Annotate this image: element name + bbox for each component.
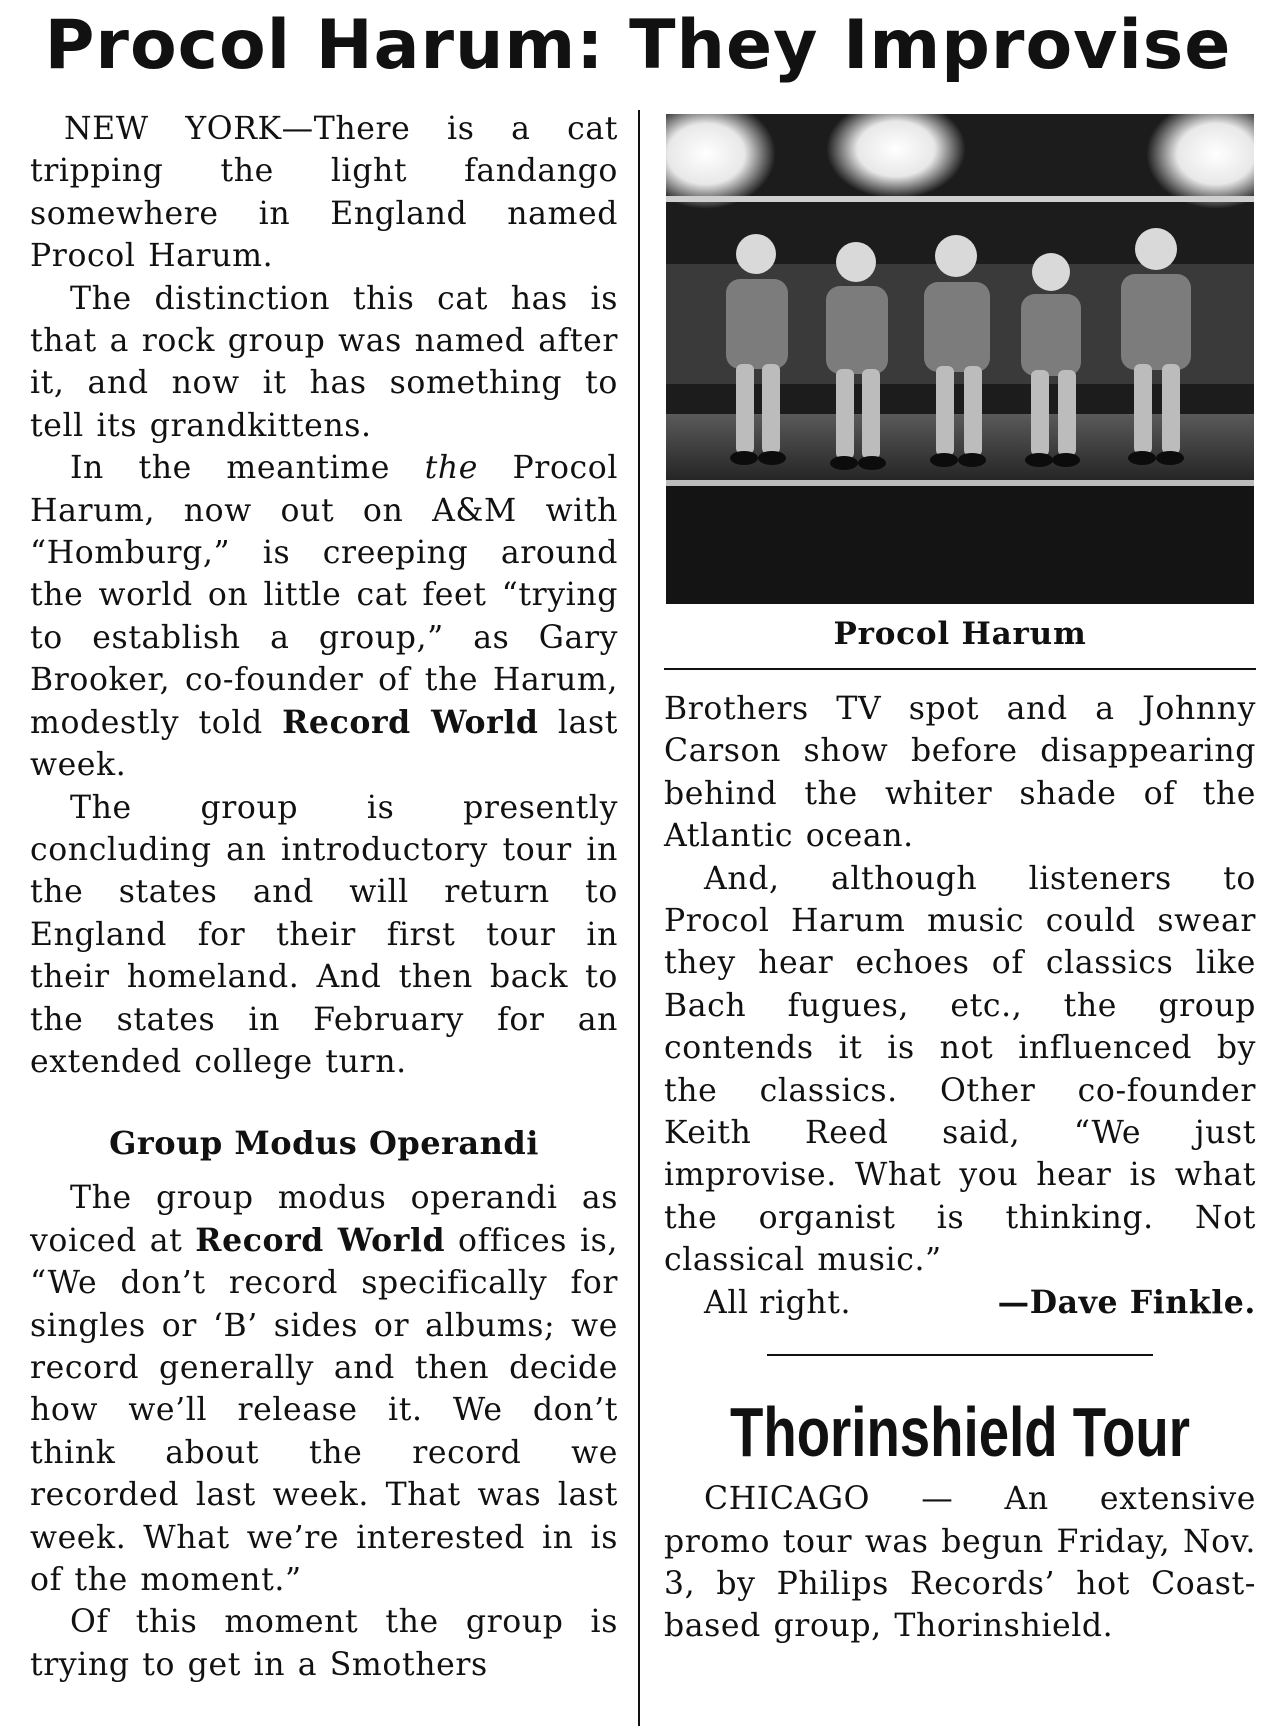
- column-divider: [638, 110, 640, 1726]
- publication-name: Record World: [282, 703, 539, 741]
- text-run: The group modus operandi as voiced at: [30, 1180, 618, 1259]
- paragraph-meantime: [30, 447, 618, 786]
- headline: Procol Harum: They Improvise: [44, 6, 1232, 85]
- paragraph-this-moment: Of this moment the group is trying to get in a Smothers: [30, 1604, 618, 1683]
- emphasis-the: the: [424, 450, 478, 487]
- paragraph-tour: The group is presently concluding an introductory tour in the states and will return to England for their first tour in their homeland. And then back to the states in February for an extended college turn.: [30, 789, 618, 1080]
- thorinshield-headline: Thorinshield Tour: [729, 1393, 1191, 1472]
- subheading: Group Modus Operandi: [109, 1124, 539, 1163]
- left-column: [30, 108, 618, 1686]
- right-column: [664, 108, 1256, 1648]
- paragraph-modus-operandi: [30, 1177, 618, 1601]
- text-run: offices is, “We don’t record specifically for singles or ‘B’ sides or albums; we record generally and then decide how we’ll release it. We don’t think about the record we recorded last week. That was last week. What we’re interested in is of the moment.”: [30, 1222, 618, 1598]
- photo-caption: Procol Harum: [833, 616, 1087, 652]
- text-run: Procol Harum, now out on A&M with “Homburg,” is creeping around the world on little cat feet “trying to establish a group,” as Gary Brooker, co-founder of the Harum, modestly told: [30, 450, 618, 741]
- band-photo: [666, 114, 1254, 604]
- paragraph-improvise: And, although listeners to Procol Harum music could swear they hear echoes of classics like Bach fugues, etc., the group contends it is not influenced by the classics. Other co-founder Keith Reed said, “We just improvise. What you hear is what the organist is thinking. Not classical music.”: [664, 860, 1256, 1279]
- paragraph-intro: NEW YORK—There is a cat tripping the light fandango somewhere in England named Procol Harum.: [30, 111, 618, 275]
- signature-line: [664, 1282, 1256, 1324]
- caption-rule: [664, 668, 1256, 670]
- paragraph-distinction: The distinction this cat has is that a rock group was named after it, and now it has something to tell its grandkittens.: [30, 280, 618, 444]
- sign-off: All right.: [704, 1284, 852, 1321]
- paragraph-brothers: Brothers TV spot and a Johnny Carson show before disappearing behind the whiter shade of the Atlantic ocean.: [664, 691, 1256, 855]
- article-separator: [767, 1354, 1153, 1356]
- publication-name: Record World: [195, 1221, 446, 1259]
- byline: —Dave Finkle.: [997, 1283, 1256, 1321]
- text-run: last week.: [30, 704, 618, 784]
- band-photo-illustration: [666, 114, 1254, 604]
- paragraph-chicago: CHICAGO — An extensive promo tour was begun Friday, Nov. 3, by Philips Records’ hot Coast-based group, Thorinshield.: [664, 1481, 1256, 1645]
- text-run: In the meantime: [70, 450, 425, 487]
